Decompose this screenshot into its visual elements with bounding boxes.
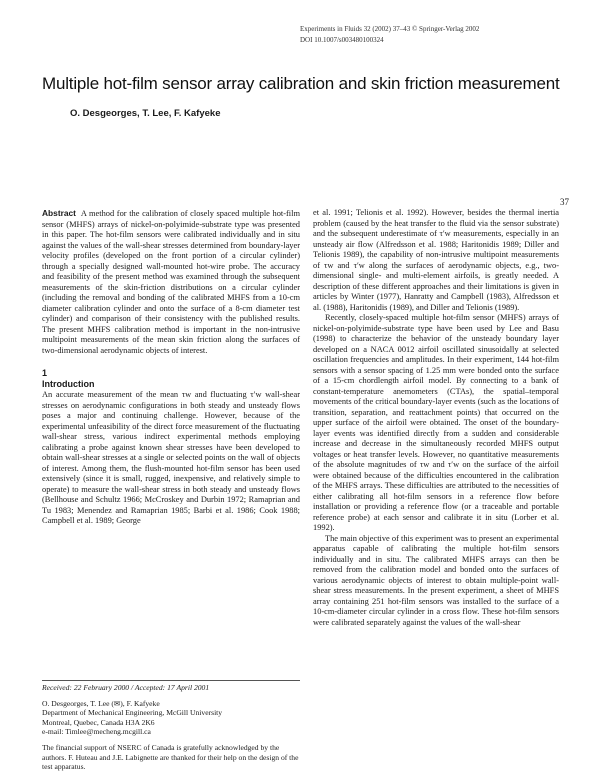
right-paragraph-3: The main objective of this experiment was to present an experimental apparatus capable of calibrating the multiple hot-film sensors individually and in situ. The calibrated MHFS arrays can then be removed from the calibration model and bonded onto the surfaces of various aerodynamic objects of interest to obtain multiple-point wall-shear stress measurements. In the present experiment, a sheet of MHFS array containing 251 hot-film sensors was installed to the surface of a 10-cm-diameter circular cylinder in a cross flow. These hot-film sensors were calibrated separately against the values of the wall-shear: [313, 533, 559, 627]
affiliation-department: Department of Mechanical Engineering, McGill University: [42, 708, 223, 718]
right-paragraph-1: et al. 1991; Telionis et al. 1992). However, besides the thermal inertia problem (caused by the heat transfer to the fluid via the sensor substrate) and the subsequent underestimate of τ′w measurements, especially in an unsteady air flow (Alfredsson et al. 1988; Haritonidis 1989; Diller and Telionis 1989), the capability of non-intrusive multipoint measurements of τw and τ′w along the surfaces of aerodynamic objects, e.g., two-dimensional single- and multi-element airfoils, is greatly needed. A description of these different approaches and their limitations is given in articles by Winter (1977), Hanratty and Campbell (1983), Alfredsson et al. (1988), Haritonidis (1989), and Diller and Telionis (1989).: [313, 208, 559, 312]
paper-title: Multiple hot-film sensor array calibration and skin friction measurement: [42, 74, 560, 93]
doi: DOI 10.1007/s003480100324: [300, 36, 384, 44]
received-dates: Received: 22 February 2000 / Accepted: 17 April 2001: [42, 683, 210, 692]
affiliation-email: e-mail: Timlee@mecheng.mcgill.ca: [42, 727, 151, 737]
affiliation-names: O. Desgeorges, T. Lee (✉), F. Kafyeke: [42, 698, 160, 708]
footnotes: [42, 683, 300, 772]
abstract-label: Abstract: [42, 208, 76, 218]
page-number: 37: [560, 197, 569, 207]
section-number: 1: [42, 368, 48, 378]
journal-header: [300, 24, 560, 46]
affiliation-city: Montreal, Quebec, Canada H3A 2K6: [42, 717, 155, 727]
footnote-divider: [42, 680, 300, 681]
abstract: [42, 208, 300, 356]
left-column: [42, 208, 300, 527]
author-list: O. Desgeorges, T. Lee, F. Kafyeke: [70, 108, 221, 119]
journal-citation: Experiments in Fluids 32 (2002) 37–43 © Springer-Verlag 2002: [300, 25, 480, 33]
section-title: Introduction: [42, 378, 95, 389]
intro-paragraph: An accurate measurement of the mean τw and fluctuating τ′w wall-shear stresses on aerodynamic configurations in both steady and unsteady flows poses a major and continuing challenge. However, because of the experimental unfeasibility of the direct force measurement of the fluctuating wall-shear stress, various indirect experimental methods employing calibrating a probe against known shear stresses have been developed to obtain wall-shear stresses at a single or selected points on the wall of objects of interest. Among them, the flush-mounted hot-film sensor has been used extensively (since it is small, rugged, inexpensive, and relatively simple to operate) to measure the wall-shear stress in both steady and unsteady flows (Bellhouse and Schultz 1966; McCroskey and Durbin 1972; Ramaprian and Tu 1983; Menendez and Ramaprian 1985; Barbi et al. 1986; Cook 1988; Campbell et al. 1989; George: [42, 390, 300, 525]
right-paragraph-2: Recently, closely-spaced multiple hot-film sensor (MHFS) arrays of nickel-on-polyimide-substrate type have been used by Lee and Basu (1998) to characterize the behavior of the unsteady boundary layer developed on a NACA 0012 airfoil oscillated sinusoidally at selected oscillation frequencies and amplitudes. In their experiment, 144 hot-film sensors with a sensor spacing of 1.25 mm were bonded onto the surface of a 15-cm chordlength airfoil model. By connecting to a bank of constant-temperature anemometers (CTAs), the spatial–temporal movements of the critical boundary-layer events (such as the locations of transition, separation, and reattachment points) that occurred on the upper surface of the airfoil were obtained. The onset of the boundary-layer events was identified directly from a sudden and considerable increase and decrease in the simultaneously recorded MHFS output voltages or heat transfer levels. However, no quantitative measurements of the absolute magnitudes of τw and τ′w on the surface of the airfoil were obtained because of the difficulties encountered in the calibration of the MHFS arrays. These difficulties are attributed to the necessities of either calibrating all hot-film sensors in a reference flow before installation or providing a reference flow (or a traceable and portable reference probe) at each sensor and calibrate it in situ (Lorber et al. 1992).: [313, 313, 559, 532]
right-column: [313, 208, 559, 628]
acknowledgement: The financial support of NSERC of Canada is gratefully acknowledged by the authors. F. Huteau and J.E. Labignette are thanked for their help on the design of the test apparatus.: [42, 742, 299, 772]
abstract-text: A method for the calibration of closely spaced multiple hot-film sensor (MHFS) arrays of nickel-on-polyimide-substrate type was presented in this paper. The hot-film sensors were calibrated individually and in situ against the values of the wall-shear stresses determined from boundary-layer velocity profiles (developed on the front portion of a circular cylinder) through a specially designed wall-mounted hot-wire probe. The accuracy and feasibility of the present method was examined through the subsequent measurements of the skin-friction distributions on a circular cylinder (including the removal and bonding of the calibrated MHFS from a 10-cm diameter calibration cylinder and onto the surface of a 8-cm diameter test cylinder) and comparison of their consistency with the published results. The present MHFS calibration method is important in the non-intrusive multipoint measurements of the mean skin friction along the surfaces of two-dimensional aerodynamic objects of interest.: [42, 209, 300, 355]
